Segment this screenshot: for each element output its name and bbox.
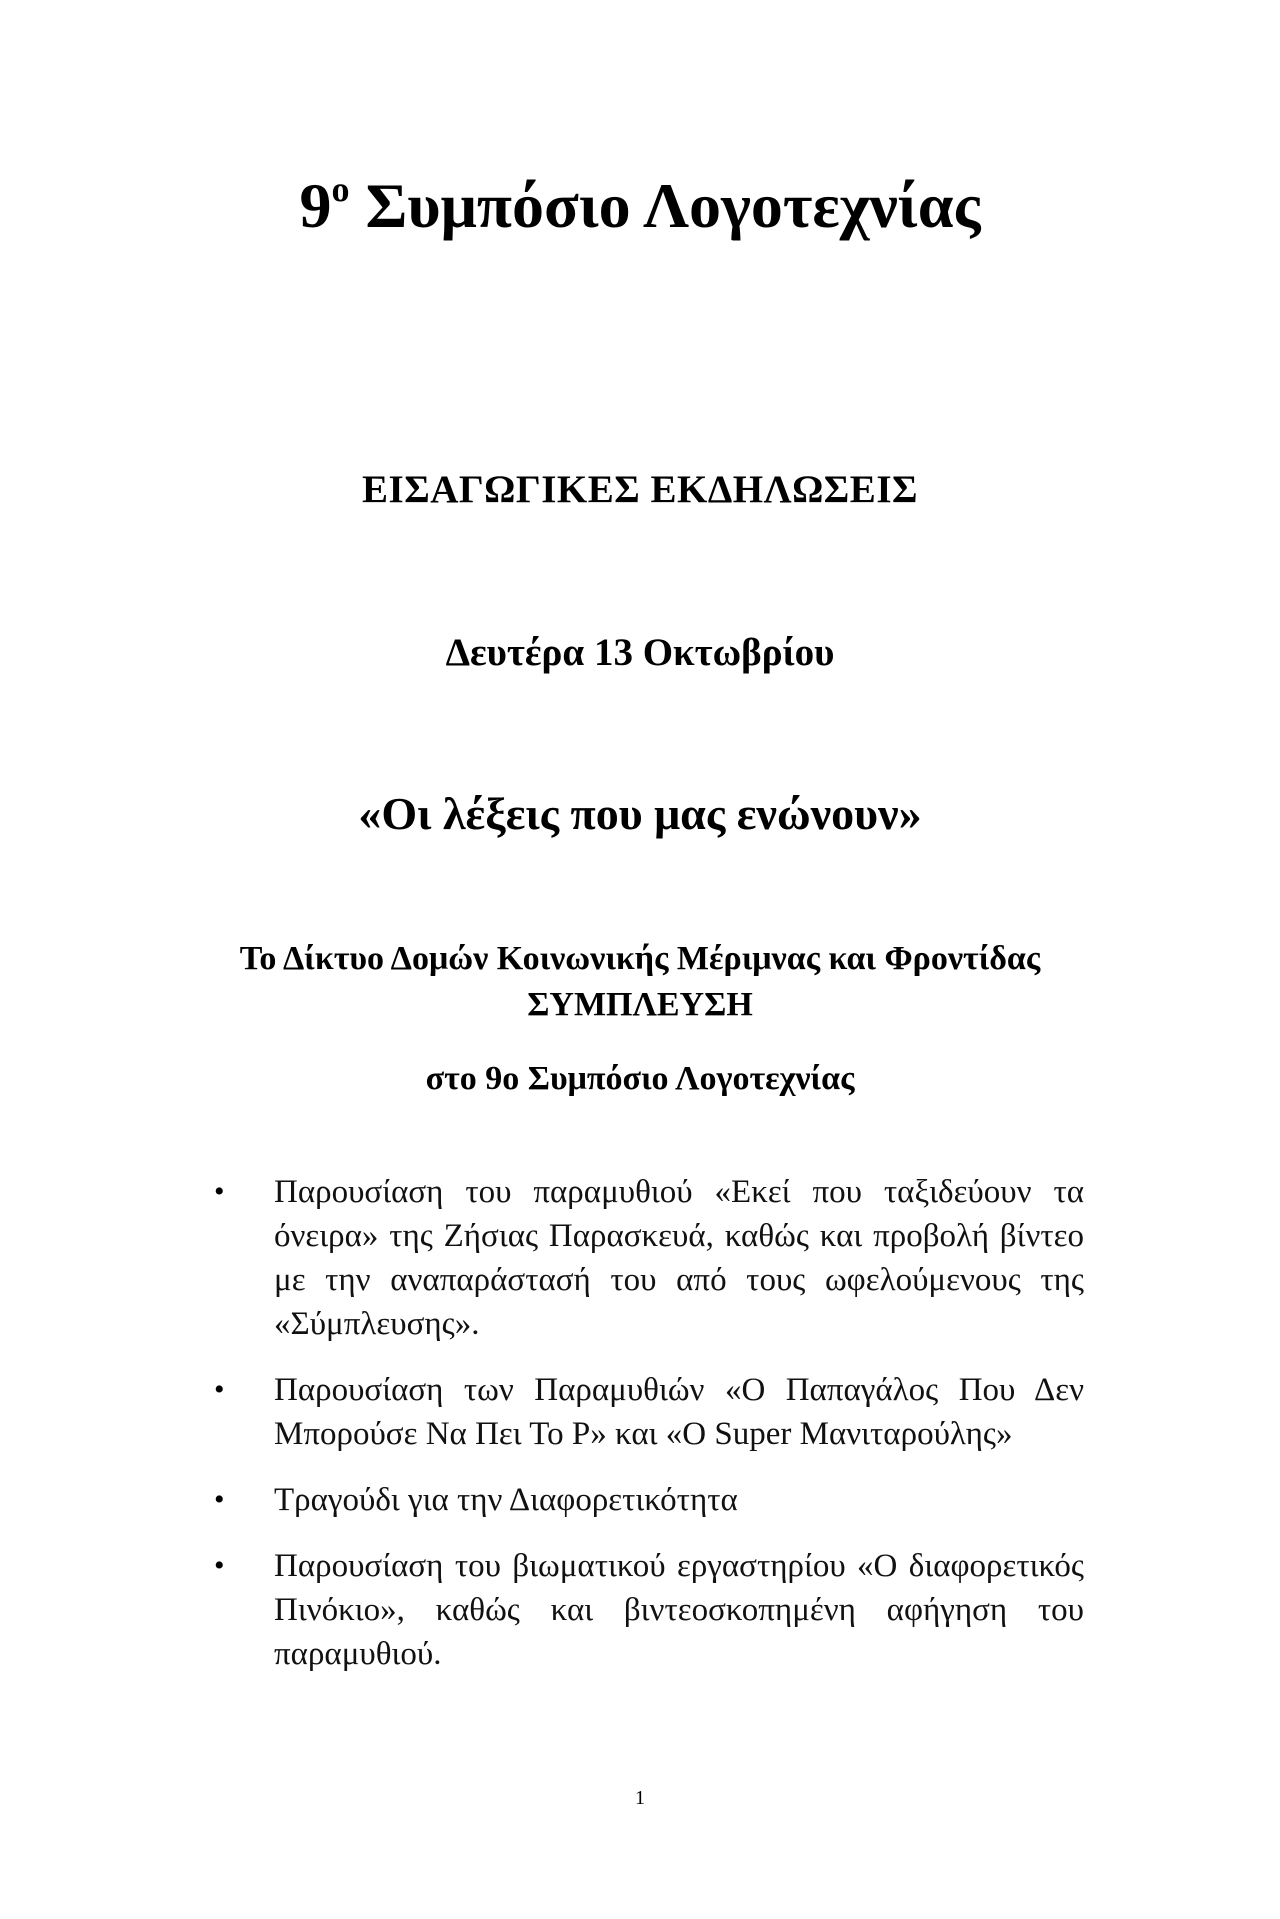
list-item: [214, 1544, 1084, 1676]
bullet-icon: •: [214, 1549, 225, 1582]
organizer-description: Το Δίκτυο Δομών Κοινωνικής Μέριμνας και Φροντίδας: [239, 940, 1041, 977]
title-number: 9: [299, 170, 332, 241]
title-text: Συμπόσιο Λογοτεχνίας: [365, 170, 981, 241]
list-item: [214, 1368, 1084, 1456]
activity-text: Παρουσίαση των Παραμυθιών «Ο Παπαγάλος Που Δεν Μπορούσε Να Πει Το Ρ» και «Ο Super Μανιταρούλης»: [274, 1372, 1084, 1452]
activities-list: [214, 1170, 1084, 1698]
activity-text: Τραγούδι για την Διαφορετικότητα: [274, 1482, 738, 1518]
event-title: «Οι λέξεις που μας ενώνουν»: [358, 788, 922, 839]
activity-text: Παρουσίαση του βιωματικού εργαστηρίου «Ο διαφορετικός Πινόκιο», καθώς και βιντεοσκοπημένη αφήγηση του παραμυθιού.: [274, 1548, 1084, 1672]
event-date: Δευτέρα 13 Οκτωβρίου: [445, 631, 835, 674]
list-item: [214, 1170, 1084, 1346]
organizer-name: ΣΥΜΠΛΕΥΣΗ: [527, 986, 753, 1023]
title-ordinal: ο: [331, 169, 350, 209]
page-title: [0, 166, 1280, 246]
list-item: [214, 1478, 1084, 1522]
organizer-context: στο 9ο Συμπόσιο Λογοτεχνίας: [425, 1060, 855, 1097]
activity-text: Παρουσίαση του παραμυθιού «Εκεί που ταξιδεύουν τα όνειρα» της Ζήσιας Παρασκευά, καθώς και προβολή βίντεο με την αναπαράστασή του από τους ωφελούμενους της «Σύμπλευσης».: [274, 1174, 1084, 1342]
bullet-icon: •: [214, 1373, 225, 1406]
bullet-icon: •: [214, 1483, 225, 1516]
section-heading: ΕΙΣΑΓΩΓΙΚΕΣ ΕΚΔΗΛΩΣΕΙΣ: [362, 468, 918, 511]
page-number: 1: [635, 1787, 645, 1809]
bullet-icon: •: [214, 1175, 225, 1208]
